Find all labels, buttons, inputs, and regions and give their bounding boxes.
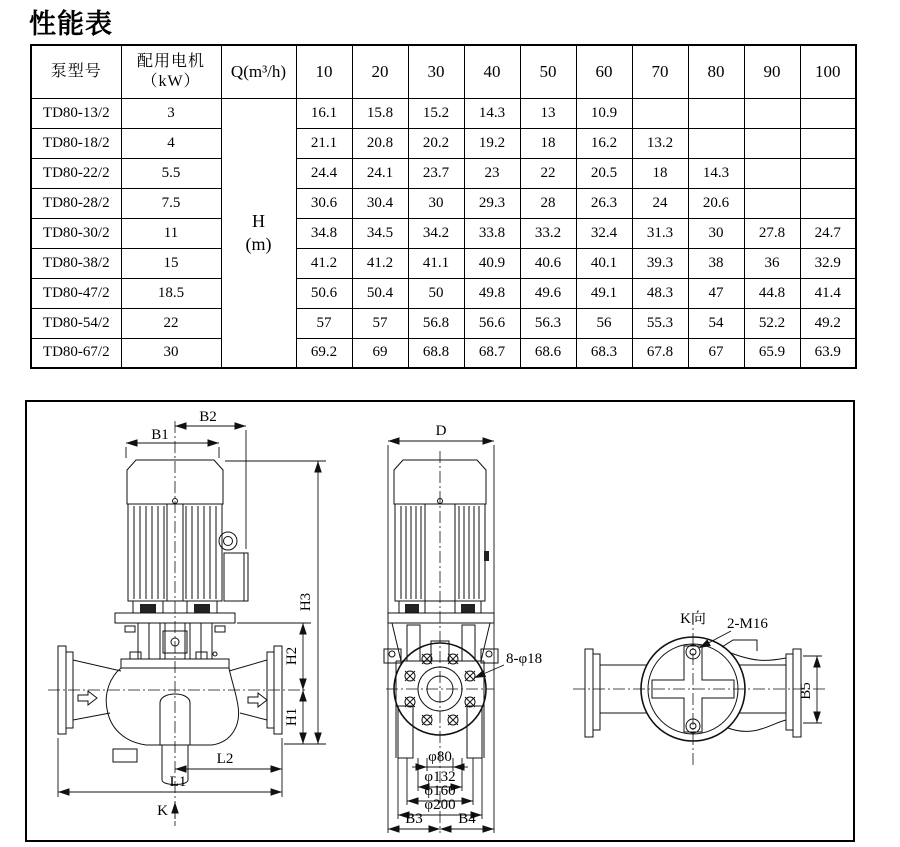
- head-value-cell: 18: [632, 158, 688, 188]
- head-value-cell: 19.2: [464, 128, 520, 158]
- motor-power-cell: 18.5: [121, 278, 221, 308]
- col-header-flow-90: 90: [744, 45, 800, 98]
- dim-label-bolt-holes: 8-φ18: [506, 651, 543, 667]
- head-value-cell: 40.1: [576, 248, 632, 278]
- head-value-cell: 24.1: [352, 158, 408, 188]
- head-value-cell: 40.6: [520, 248, 576, 278]
- motor-power-cell: 22: [121, 308, 221, 338]
- head-value-cell: [632, 98, 688, 128]
- pump-model-cell: TD80-54/2: [31, 308, 121, 338]
- head-value-cell: 20.8: [352, 128, 408, 158]
- head-value-cell: [800, 98, 856, 128]
- head-value-cell: 49.1: [576, 278, 632, 308]
- head-value-cell: 68.6: [520, 338, 576, 368]
- head-value-cell: 57: [296, 308, 352, 338]
- dim-label-b1: B1: [151, 427, 169, 443]
- side-view: [48, 409, 326, 826]
- dim-label-h3: H3: [298, 592, 314, 612]
- pump-model-cell: TD80-38/2: [31, 248, 121, 278]
- head-value-cell: 30: [408, 188, 464, 218]
- head-value-cell: 68.8: [408, 338, 464, 368]
- table-row: [31, 128, 856, 158]
- dim-label-l1: L1: [169, 774, 187, 790]
- head-value-cell: 20.5: [576, 158, 632, 188]
- head-value-cell: 13: [520, 98, 576, 128]
- motor-power-line1: 配用电机: [136, 52, 205, 70]
- head-unit-line1: H: [252, 211, 265, 232]
- head-value-cell: 47: [688, 278, 744, 308]
- col-header-flow-60: 60: [576, 45, 632, 98]
- dim-label-b3: B3: [405, 811, 423, 827]
- head-value-cell: 67.8: [632, 338, 688, 368]
- head-value-cell: 44.8: [744, 278, 800, 308]
- head-value-cell: 15.8: [352, 98, 408, 128]
- head-value-cell: 52.2: [744, 308, 800, 338]
- head-value-cell: 38: [688, 248, 744, 278]
- head-value-cell: 39.3: [632, 248, 688, 278]
- head-value-cell: 54: [688, 308, 744, 338]
- motor-power-line2: （kW）: [141, 72, 201, 90]
- table-body: [31, 98, 856, 368]
- pump-model-cell: TD80-28/2: [31, 188, 121, 218]
- head-value-cell: 24: [632, 188, 688, 218]
- head-value-cell: 41.4: [800, 278, 856, 308]
- front-view: [384, 423, 542, 833]
- pump-model-cell: TD80-13/2: [31, 98, 121, 128]
- pump-model-cell: TD80-18/2: [31, 128, 121, 158]
- col-header-flow-50: 50: [520, 45, 576, 98]
- motor-power-cell: 11: [121, 218, 221, 248]
- head-value-cell: 24.7: [800, 218, 856, 248]
- head-value-cell: 48.3: [632, 278, 688, 308]
- table-row: [31, 218, 856, 248]
- head-value-cell: 56.8: [408, 308, 464, 338]
- head-value-cell: 23.7: [408, 158, 464, 188]
- pump-dimension-diagram: [27, 402, 853, 840]
- head-value-cell: 40.9: [464, 248, 520, 278]
- head-value-cell: [744, 188, 800, 218]
- motor-power-cell: 7.5: [121, 188, 221, 218]
- head-value-cell: [800, 158, 856, 188]
- head-value-cell: 14.3: [464, 98, 520, 128]
- col-header-flow-20: 20: [352, 45, 408, 98]
- head-value-cell: 30: [688, 218, 744, 248]
- dim-label-d: D: [435, 423, 447, 439]
- head-value-cell: 20.6: [688, 188, 744, 218]
- col-header-flow-100: 100: [800, 45, 856, 98]
- head-value-cell: 33.2: [520, 218, 576, 248]
- k-view: [573, 610, 826, 766]
- table-row: [31, 338, 856, 368]
- head-value-cell: 69.2: [296, 338, 352, 368]
- head-value-cell: 29.3: [464, 188, 520, 218]
- head-unit-cell: [221, 98, 296, 368]
- head-value-cell: 26.3: [576, 188, 632, 218]
- dim-label-phi80: φ80: [428, 749, 452, 765]
- head-value-cell: 50.4: [352, 278, 408, 308]
- pump-model-cell: TD80-30/2: [31, 218, 121, 248]
- head-value-cell: 55.3: [632, 308, 688, 338]
- performance-table: [30, 44, 857, 369]
- col-header-pump-model: 泵型号: [31, 45, 121, 98]
- head-value-cell: 16.1: [296, 98, 352, 128]
- head-value-cell: 56.6: [464, 308, 520, 338]
- motor-power-cell: 15: [121, 248, 221, 278]
- col-header-flow: Q(m³/h): [221, 45, 296, 98]
- head-value-cell: 13.2: [632, 128, 688, 158]
- col-header-flow-80: 80: [688, 45, 744, 98]
- dim-label-phi132: φ132: [424, 769, 456, 785]
- head-value-cell: 69: [352, 338, 408, 368]
- head-value-cell: [800, 188, 856, 218]
- head-value-cell: 32.4: [576, 218, 632, 248]
- table-row: [31, 308, 856, 338]
- flow-arrow-icon: [78, 691, 97, 705]
- head-value-cell: 28: [520, 188, 576, 218]
- view-label-k: K向: [680, 611, 706, 627]
- head-value-cell: 67: [688, 338, 744, 368]
- table-row: [31, 248, 856, 278]
- head-value-cell: 16.2: [576, 128, 632, 158]
- dim-label-l2: L2: [216, 751, 234, 767]
- head-value-cell: 36: [744, 248, 800, 278]
- motor-power-cell: 4: [121, 128, 221, 158]
- dim-label-h2: H2: [284, 646, 300, 666]
- dim-label-k: K: [157, 803, 168, 819]
- head-value-cell: [688, 128, 744, 158]
- dim-label-phi160: φ160: [424, 783, 456, 799]
- head-value-cell: 50: [408, 278, 464, 308]
- motor-power-cell: 3: [121, 98, 221, 128]
- head-value-cell: 65.9: [744, 338, 800, 368]
- col-header-flow-40: 40: [464, 45, 520, 98]
- head-value-cell: 18: [520, 128, 576, 158]
- head-value-cell: 32.9: [800, 248, 856, 278]
- head-value-cell: 56: [576, 308, 632, 338]
- table-row: [31, 188, 856, 218]
- table-row: [31, 158, 856, 188]
- head-value-cell: [688, 98, 744, 128]
- table-row: [31, 98, 856, 128]
- head-unit-line2: (m): [245, 233, 272, 254]
- col-header-flow-70: 70: [632, 45, 688, 98]
- dim-label-b4: B4: [458, 811, 476, 827]
- head-value-cell: 24.4: [296, 158, 352, 188]
- head-value-cell: 56.3: [520, 308, 576, 338]
- page-title: 性能表: [29, 9, 113, 39]
- head-value-cell: 33.8: [464, 218, 520, 248]
- col-header-flow-30: 30: [408, 45, 464, 98]
- head-value-cell: 63.9: [800, 338, 856, 368]
- head-value-cell: 22: [520, 158, 576, 188]
- head-value-cell: 68.7: [464, 338, 520, 368]
- head-value-cell: 49.8: [464, 278, 520, 308]
- col-header-motor-power: [121, 45, 221, 98]
- head-value-cell: 34.5: [352, 218, 408, 248]
- motor-power-cell: 5.5: [121, 158, 221, 188]
- head-value-cell: 49.6: [520, 278, 576, 308]
- head-value-cell: 31.3: [632, 218, 688, 248]
- head-value-cell: 34.8: [296, 218, 352, 248]
- head-value-cell: 41.1: [408, 248, 464, 278]
- pump-model-cell: TD80-22/2: [31, 158, 121, 188]
- head-value-cell: 27.8: [744, 218, 800, 248]
- dim-label-b5: B5: [798, 682, 814, 700]
- head-value-cell: 30.4: [352, 188, 408, 218]
- dim-label-h1: H1: [284, 707, 300, 727]
- motor-power-cell: 30: [121, 338, 221, 368]
- head-value-cell: 10.9: [576, 98, 632, 128]
- head-value-cell: 41.2: [296, 248, 352, 278]
- head-value-cell: 30.6: [296, 188, 352, 218]
- head-value-cell: [744, 158, 800, 188]
- dimension-drawing: [25, 400, 855, 842]
- pump-model-cell: TD80-47/2: [31, 278, 121, 308]
- head-value-cell: 15.2: [408, 98, 464, 128]
- dim-label-phi200: φ200: [424, 797, 456, 813]
- head-value-cell: [744, 128, 800, 158]
- head-value-cell: [800, 128, 856, 158]
- head-value-cell: 23: [464, 158, 520, 188]
- table-header-row: [31, 45, 856, 98]
- head-value-cell: 49.2: [800, 308, 856, 338]
- pump-model-cell: TD80-67/2: [31, 338, 121, 368]
- dim-label-thread: 2-M16: [727, 616, 768, 632]
- head-value-cell: 50.6: [296, 278, 352, 308]
- col-header-flow-10: 10: [296, 45, 352, 98]
- head-value-cell: 21.1: [296, 128, 352, 158]
- dim-label-b2: B2: [199, 409, 217, 425]
- head-value-cell: 41.2: [352, 248, 408, 278]
- head-value-cell: [744, 98, 800, 128]
- flow-arrow-icon: [248, 693, 267, 707]
- head-value-cell: 34.2: [408, 218, 464, 248]
- head-value-cell: 14.3: [688, 158, 744, 188]
- head-value-cell: 57: [352, 308, 408, 338]
- head-value-cell: 68.3: [576, 338, 632, 368]
- table-row: [31, 278, 856, 308]
- head-value-cell: 20.2: [408, 128, 464, 158]
